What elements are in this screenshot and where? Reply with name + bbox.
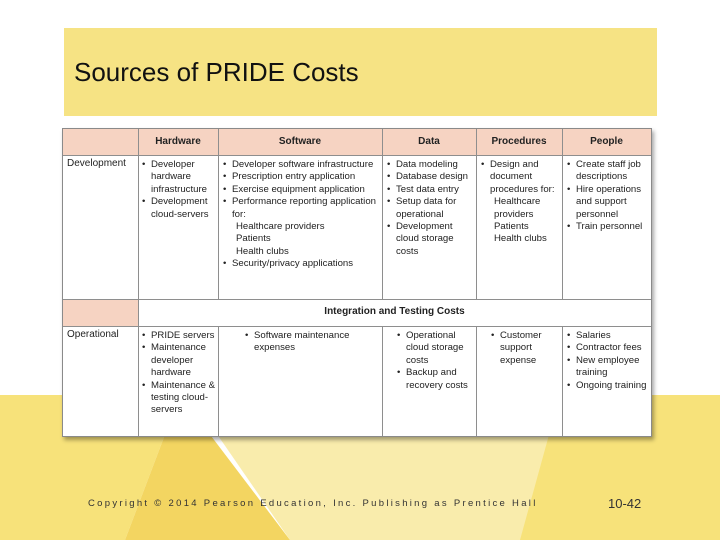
list-item: • Performance reporting application for: (222, 196, 380, 221)
list-item: • Ongoing training (566, 380, 649, 392)
grid-line (218, 326, 219, 436)
integration-band (138, 299, 651, 326)
list-item: • Security/privacy applications (222, 258, 380, 270)
grid-line (562, 326, 563, 436)
sub-item: Healthcare providers (494, 196, 541, 220)
header-people: People (562, 129, 651, 155)
grid-line (63, 299, 651, 300)
operational-people-cell (562, 326, 651, 436)
header-software: Software (218, 129, 382, 155)
list-item: • Customer support expense (490, 330, 558, 367)
sub-item: Health clubs (236, 245, 289, 257)
development-people-cell (562, 155, 651, 299)
list-item: • Database design (386, 171, 474, 183)
list-item: • Maintenance & testing cloud-servers (141, 380, 216, 417)
list-item: • Development cloud storage costs (386, 221, 474, 258)
development-data-cell (382, 155, 476, 299)
list-item: • Contractor fees (566, 342, 649, 354)
list-item: • Prescription entry application (222, 171, 380, 183)
grid-line (476, 326, 477, 436)
grid-line (382, 129, 383, 299)
list-item: • Salaries (566, 330, 649, 342)
row-label-operational: Operational (67, 329, 119, 340)
list-item: • Developer software infrastructure (222, 159, 380, 171)
table-corner-cell (63, 129, 138, 155)
header-data: Data (382, 129, 476, 155)
sub-item: Healthcare providers (236, 221, 325, 233)
grid-line (562, 129, 563, 299)
list-item: • Backup and recovery costs (396, 367, 472, 392)
list-item: • Exercise equipment application (222, 184, 380, 196)
operational-data-cell (382, 326, 476, 436)
development-hardware-cell (138, 155, 218, 299)
grid-line (218, 129, 219, 299)
grid-line (476, 129, 477, 299)
list-item: • Data modeling (386, 159, 474, 171)
list-item: • Developer hardware infrastructure (141, 159, 216, 196)
list-item: • New employee training (566, 355, 649, 380)
sub-item: Patients (236, 233, 271, 245)
grid-line (382, 326, 383, 436)
integration-label: Integration and Testing Costs (324, 306, 465, 317)
list-item: • Development cloud-servers (141, 196, 216, 221)
development-software-cell (218, 155, 382, 299)
list-item: • Design and document procedures for: (480, 159, 560, 196)
page-number: 10-42 (608, 496, 642, 511)
header-hardware: Hardware (138, 129, 218, 155)
list-item: • Create staff job descriptions (566, 159, 649, 184)
list-item: • Train personnel (566, 221, 649, 233)
sub-item: Patients (494, 221, 529, 233)
copyright-footer: Copyright © 2014 Pearson Education, Inc. Publishing as Prentice Hall (88, 498, 538, 509)
list-item: • Maintenance developer hardware (141, 342, 216, 379)
operational-hardware-cell (138, 326, 218, 436)
sub-item: Health clubs (494, 233, 547, 245)
list-item: • Software maintenance expenses (244, 330, 358, 355)
slide-title: Sources of PRIDE Costs (74, 57, 359, 87)
grid-line (138, 129, 139, 436)
list-item: • Test data entry (386, 184, 474, 196)
list-item: • PRIDE servers (141, 330, 216, 342)
development-procedures-cell (476, 155, 562, 299)
row-label-development: Development (67, 158, 126, 169)
integration-left-cell (63, 299, 138, 326)
list-item: • Operational cloud storage costs (396, 330, 472, 367)
operational-software-cell (218, 326, 382, 436)
header-procedures: Procedures (476, 129, 562, 155)
operational-procedures-cell (476, 326, 562, 436)
costs-table (62, 128, 652, 437)
list-item: • Setup data for operational (386, 196, 474, 221)
list-item: • Hire operations and support personnel (566, 184, 649, 221)
